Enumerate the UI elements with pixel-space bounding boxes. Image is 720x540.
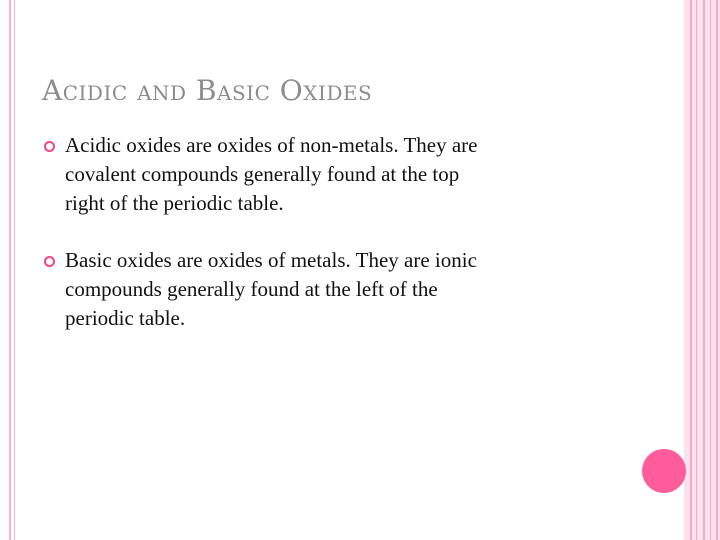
left-decorative-line xyxy=(9,0,11,540)
bullet-circle-icon xyxy=(44,256,55,267)
slide-title: Acidic and Basic Oxides xyxy=(42,74,373,107)
right-decorative-stripe xyxy=(690,0,692,540)
right-decorative-stripe xyxy=(703,0,705,540)
bullet-text: Basic oxides are oxides of metals. They are ionic compounds generally found at the left of the periodic table. xyxy=(65,248,477,330)
bullet-text: Acidic oxides are oxides of non-metals. They are covalent compounds generally found at the top right of the periodic table. xyxy=(65,133,478,215)
bullet-list xyxy=(42,131,642,361)
left-decorative-line xyxy=(14,0,15,540)
right-decorative-stripe xyxy=(710,0,711,540)
bullet-circle-icon xyxy=(44,141,55,152)
bullet-item xyxy=(42,131,642,218)
bullet-item xyxy=(42,246,642,333)
decorative-pink-circle-icon xyxy=(642,449,686,493)
right-decorative-stripe xyxy=(696,0,697,540)
right-decorative-stripe xyxy=(716,0,718,540)
